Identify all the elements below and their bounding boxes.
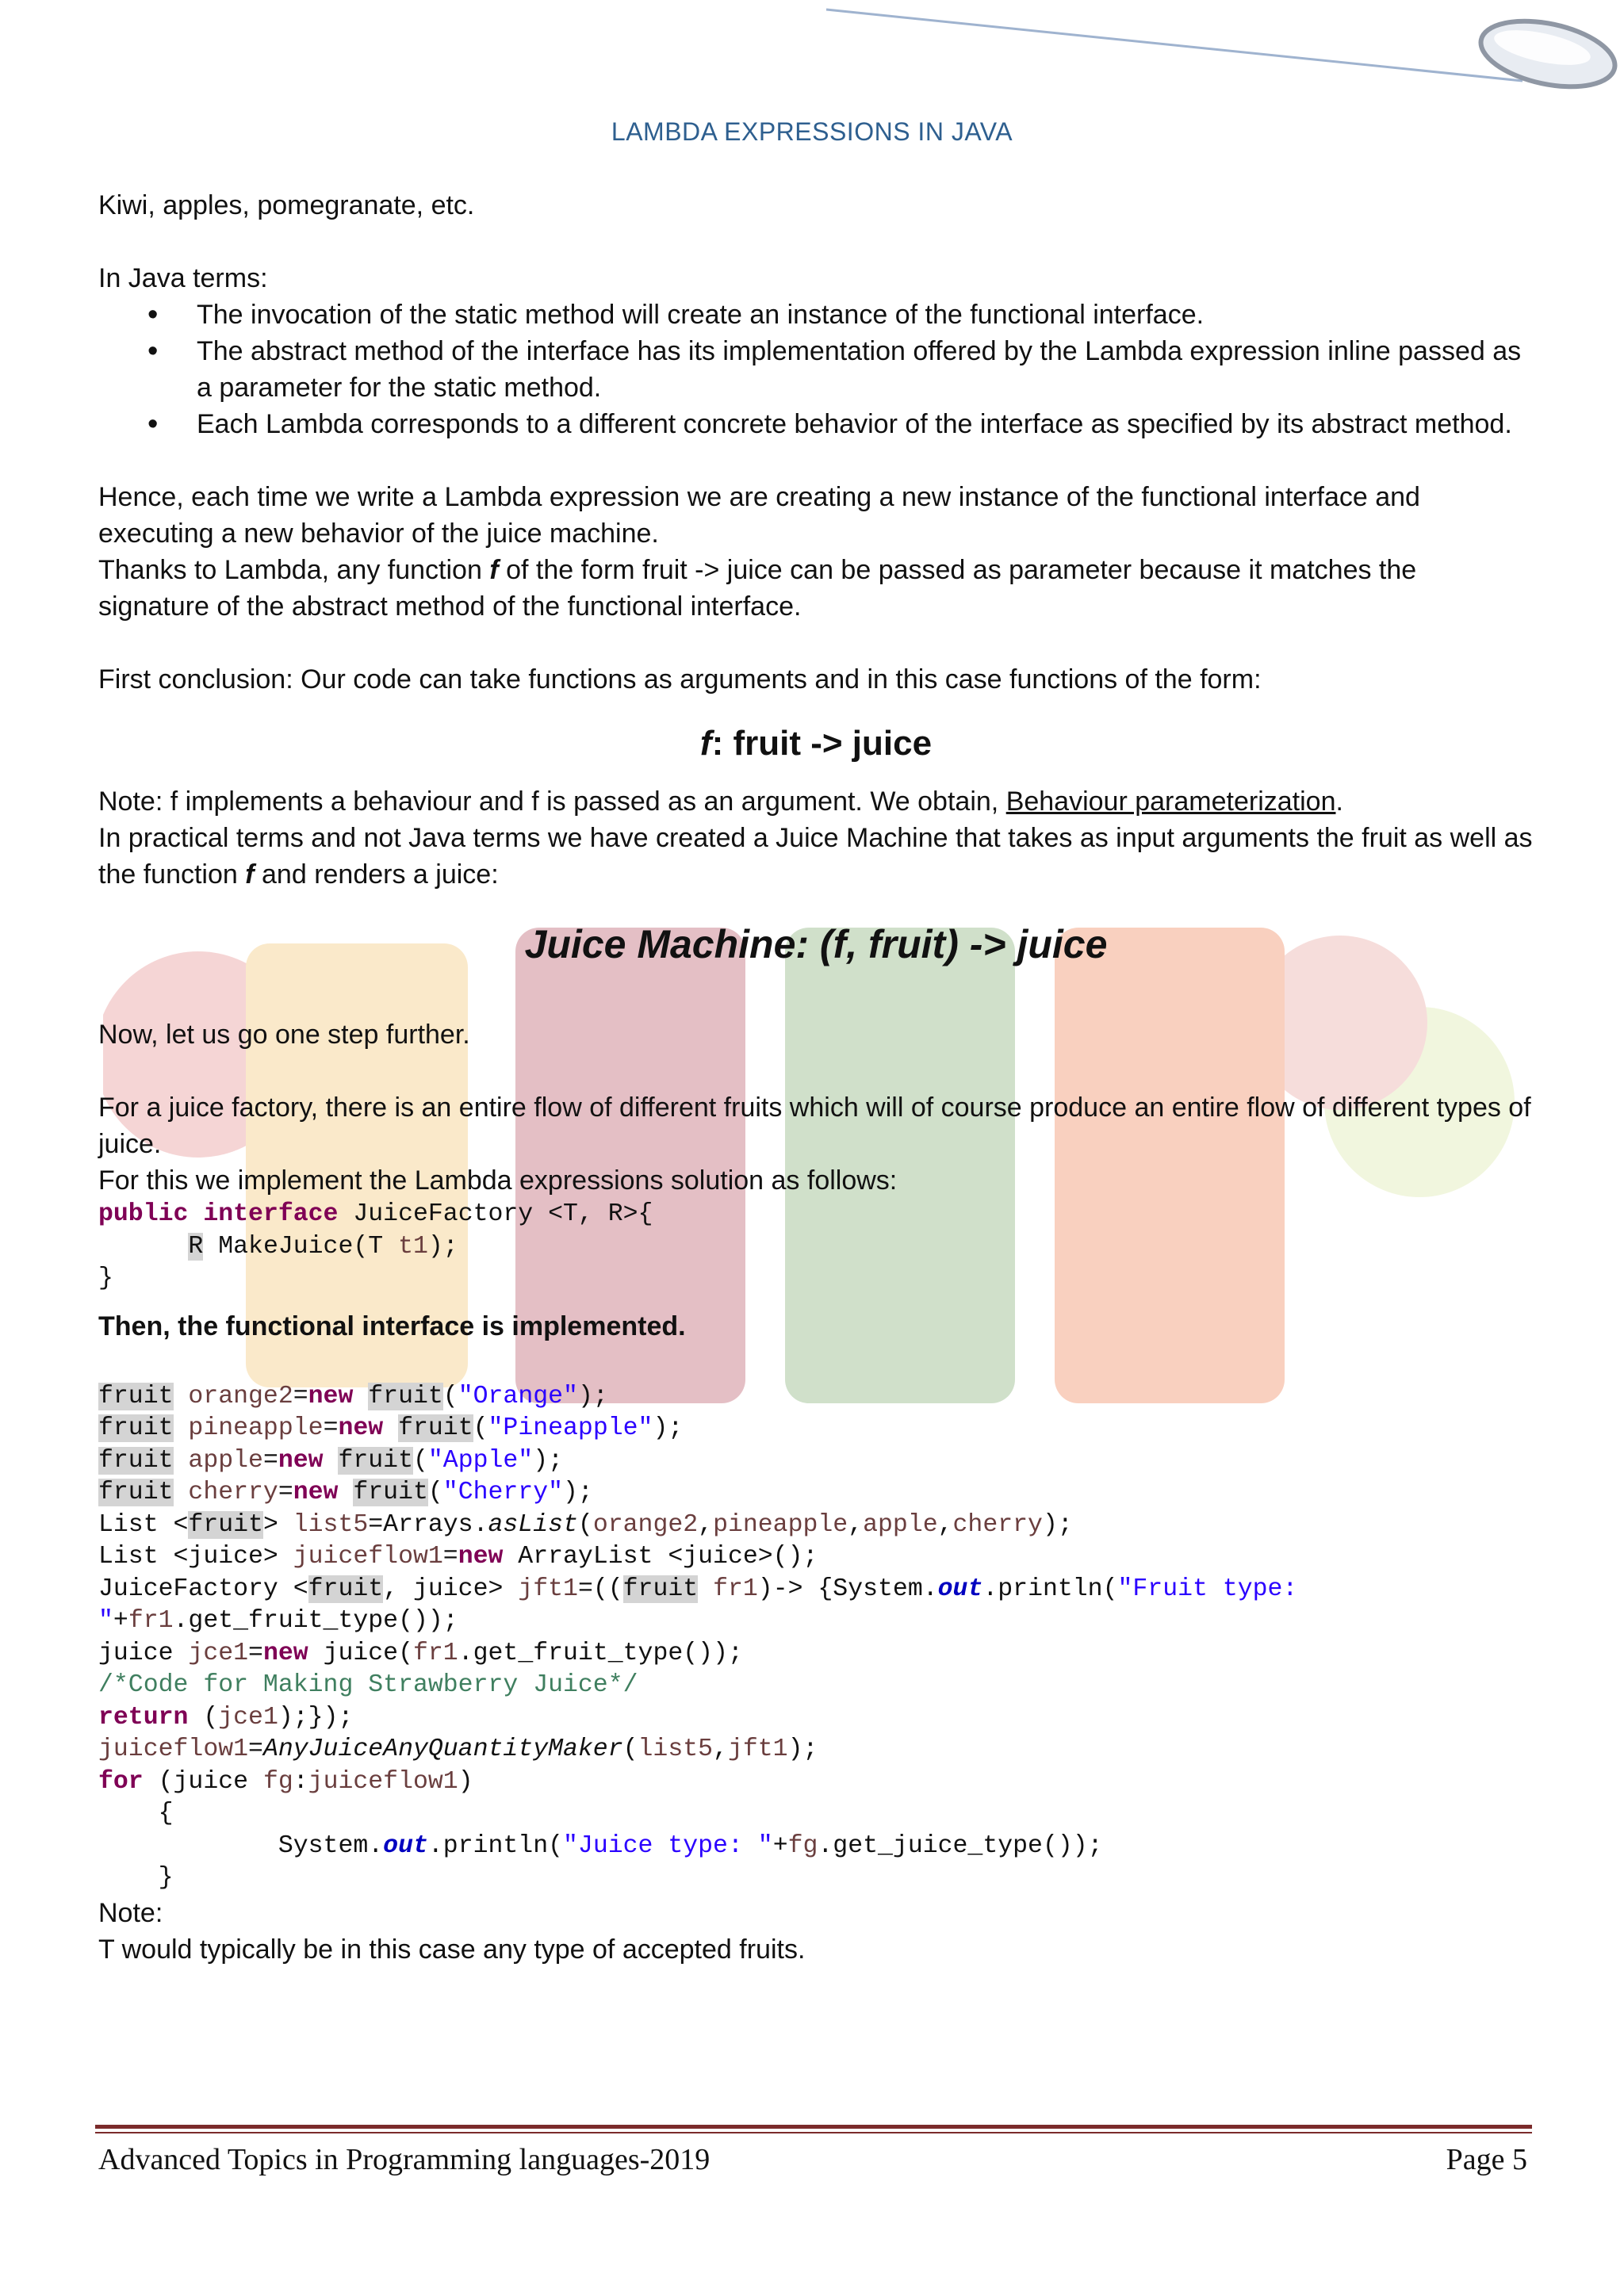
formula-fruit-to-juice: f: fruit -> juice [699, 724, 933, 763]
code-line: fruit orange2=new fruit("Orange"); [98, 1382, 608, 1410]
footer-course-title: Advanced Topics in Programming languages-2019 [98, 2143, 710, 2176]
practical-paragraph: In practical terms and not Java terms we have created a Juice Machine that takes as input arguments the fruit as well as the function f and renders a juice: [98, 823, 1533, 890]
code-line: fruit cherry=new fruit("Cherry"); [98, 1479, 593, 1506]
then-line: Then, the functional interface is implemented. [98, 1311, 686, 1341]
list-item: • Each Lambda corresponds to a different concrete behavior of the interface as specified by its abstract method. [197, 406, 1534, 442]
behaviour-parameterization-link: Behaviour parameterization [1005, 786, 1336, 817]
step-further-line: Now, let us go one step further. [98, 1020, 470, 1050]
code-line: } [98, 1265, 113, 1292]
code-line: List <juice> juiceflow1=new ArrayList <juice>(); [98, 1543, 818, 1571]
footer-divider-thin [95, 2132, 1532, 2133]
document-body [98, 187, 1534, 1968]
java-terms-line: In Java terms: [98, 263, 268, 293]
code-line: "+fr1.get_fruit_type()); [98, 1607, 458, 1635]
code-line: List <fruit> list5=Arrays.asList(orange2,pineapple,apple,cherry); [98, 1510, 1073, 1539]
list-item: • The abstract method of the interface has its implementation offered by the Lambda expression inline passed as a parameter for the static method. [197, 333, 1534, 406]
code-block-implementation [98, 1381, 1534, 1895]
code-line: { [98, 1800, 174, 1827]
note-paragraph: Note: f implements a behaviour and f is passed as an argument. We obtain, Behaviour parameterization. [98, 786, 1343, 817]
factory-paragraph: For a juice factory, there is an entire flow of different fruits which will of course produce an entire flow of different types of juice. [98, 1093, 1531, 1159]
java-terms-list [98, 297, 1534, 442]
code-block-interface [98, 1199, 1534, 1295]
fruits-line: Kiwi, apples, pomegranate, etc. [98, 190, 475, 220]
code-line: fruit apple=new fruit("Apple"); [98, 1446, 564, 1475]
note-label: Note: [98, 1897, 163, 1928]
thanks-paragraph: Thanks to Lambda, any function f of the form fruit -> juice can be passed as parameter because it matches the signature of the abstract method of the functional interface. [98, 555, 1417, 622]
hence-paragraph: Hence, each time we write a Lambda expression we are creating a new instance of the functional interface and executing a new behavior of the juice machine. [98, 482, 1420, 549]
code-line: public interface JuiceFactory <T, R>{ [98, 1200, 653, 1228]
code-line: } [98, 1864, 174, 1892]
code-line: JuiceFactory <fruit, juice> jft1=((fruit fr1)-> {System.out.println("Fruit type: [98, 1575, 1313, 1603]
code-line: for (juice fg:juiceflow1) [98, 1767, 473, 1796]
header-swoosh-graphic [825, 0, 1624, 103]
code-line: R MakeJuice(T t1); [188, 1232, 458, 1261]
code-line: System.out.println("Juice type: "+fg.get_juice_type()); [98, 1831, 1103, 1860]
footer-divider [95, 2125, 1532, 2129]
footer-page-number: Page 5 [1446, 2143, 1527, 2176]
note-last-line: T would typically be in this case any type of accepted fruits. [98, 1934, 806, 1965]
list-item: • The invocation of the static method will create an instance of the functional interface. [197, 297, 1534, 333]
page-header-title: LAMBDA EXPRESSIONS IN JAVA [611, 117, 1013, 146]
first-conclusion-paragraph: First conclusion: Our code can take functions as arguments and in this case functions of the form: [98, 664, 1262, 695]
function-f: f [489, 555, 499, 585]
code-line: juiceflow1=AnyJuiceAnyQuantityMaker(list5,jft1); [98, 1735, 818, 1763]
code-line: juice jce1=new juice(fr1.get_fruit_type()); [98, 1639, 743, 1667]
code-line: return (jce1);}); [98, 1703, 354, 1732]
formula-juice-machine: Juice Machine: (f, fruit) -> juice [524, 922, 1108, 966]
implement-line: For this we implement the Lambda expressions solution as follows: [98, 1165, 898, 1196]
code-line: /*Code for Making Strawberry Juice*/ [98, 1671, 638, 1699]
code-line: fruit pineapple=new fruit("Pineapple"); [98, 1414, 684, 1442]
